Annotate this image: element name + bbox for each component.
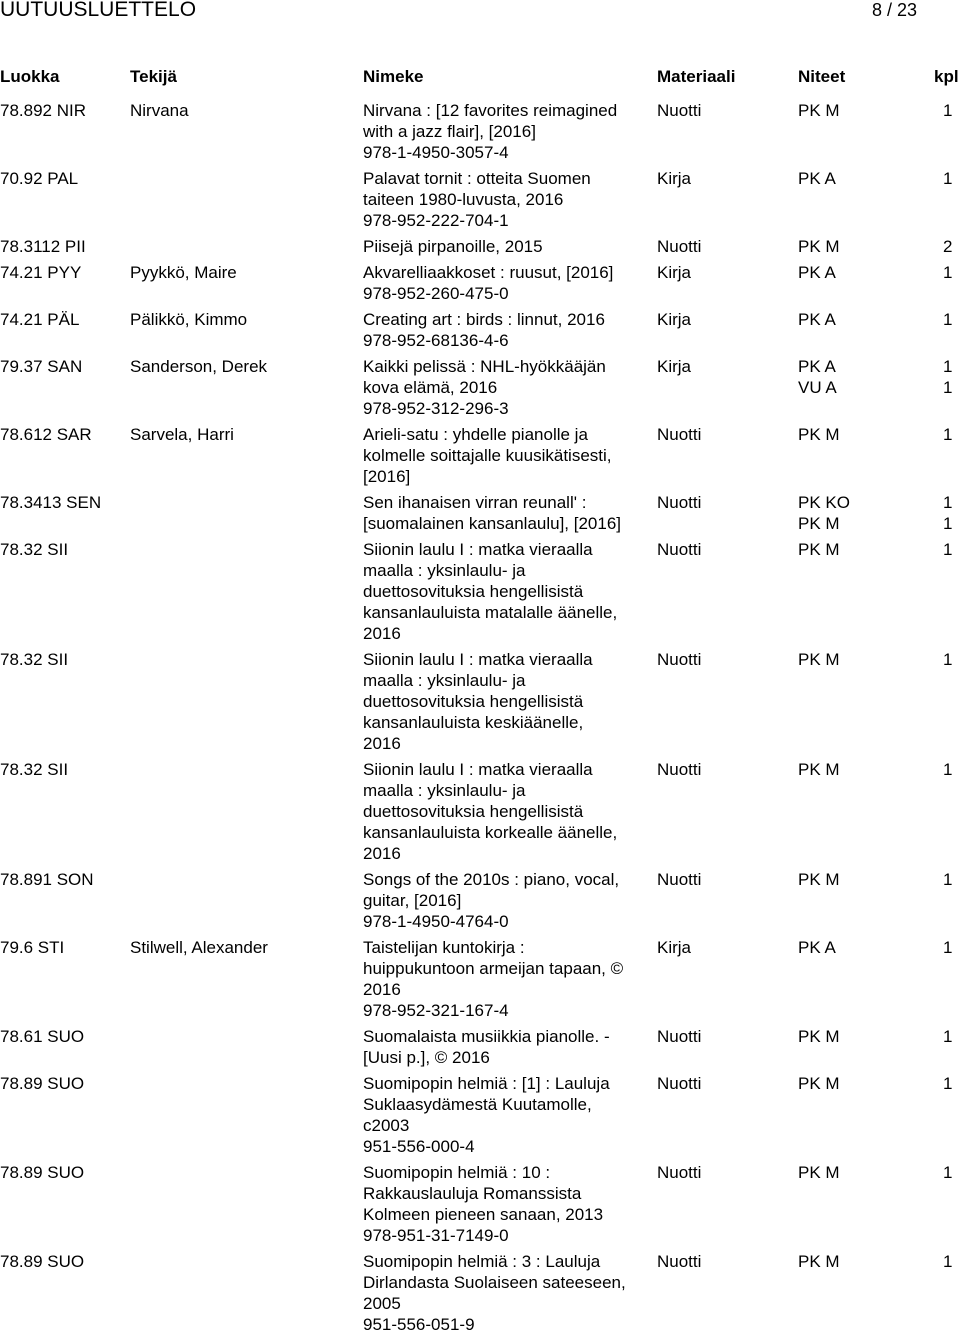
catalog-row [0, 236, 960, 262]
row-luokka: 78.89 SUO [0, 1074, 85, 1093]
row-nimeke-line: [Uusi p.], © 2016 [363, 1048, 490, 1067]
row-kpl [943, 356, 952, 398]
row-luokka: 74.21 PYY [0, 263, 82, 282]
row-nimeke-line: 2016 [363, 844, 401, 863]
row-niteet [798, 1251, 840, 1272]
row-nimeke [363, 236, 653, 257]
row-kpl-line: 1 [943, 1252, 953, 1271]
row-nimeke-line: Suomipopin helmiä : [1] : Lauluja [363, 1074, 610, 1093]
row-niteet-line: PK M [798, 1027, 840, 1046]
row-materiaali: Kirja [657, 357, 692, 376]
catalog-row [0, 1162, 960, 1251]
catalog-row [0, 539, 960, 649]
row-niteet-line: PK A [798, 357, 836, 376]
row-materiaali: Kirja [657, 169, 692, 188]
row-nimeke [363, 1073, 653, 1157]
row-luokka: 70.92 PAL [0, 169, 79, 188]
catalog-row [0, 424, 960, 492]
row-nimeke [363, 759, 653, 864]
row-niteet [798, 236, 840, 257]
row-kpl [943, 759, 952, 780]
row-luokka: 78.89 SUO [0, 1252, 85, 1271]
row-kpl [943, 492, 952, 534]
row-kpl [943, 539, 952, 560]
row-kpl-line: 1 [943, 650, 953, 669]
row-niteet [798, 424, 840, 445]
row-kpl-line: 1 [943, 101, 953, 120]
row-nimeke [363, 168, 653, 231]
row-niteet [798, 492, 850, 534]
row-nimeke-line: Siionin laulu I : matka vieraalla [363, 760, 593, 779]
row-nimeke-line: Dirlandasta Suolaiseen sateeseen, [363, 1273, 626, 1292]
row-tekija: Pälikkö, Kimmo [130, 310, 248, 329]
row-kpl-line: 1 [943, 310, 953, 329]
row-nimeke-line: with a jazz flair], [2016] [363, 122, 536, 141]
column-header-nimeke: Nimeke [363, 67, 424, 86]
row-nimeke [363, 309, 653, 351]
row-niteet [798, 759, 840, 780]
row-luokka: 78.32 SII [0, 540, 69, 559]
row-luokka: 78.891 SON [0, 870, 94, 889]
row-nimeke-line: kova elämä, 2016 [363, 378, 498, 397]
row-nimeke-line: Kaikki pelissä : NHL-hyökkääjän [363, 357, 606, 376]
row-kpl-line: 1 [943, 938, 953, 957]
row-niteet-line: PK M [798, 1163, 840, 1182]
row-nimeke-line: Nirvana : [12 favorites reimagined [363, 101, 618, 120]
row-materiaali: Nuotti [657, 493, 702, 512]
row-nimeke-line: kolmelle soittajalle kuusikätisesti, [363, 446, 612, 465]
row-niteet-line: PK KO [798, 493, 850, 512]
row-nimeke [363, 1251, 653, 1335]
row-luokka: 74.21 PÄL [0, 310, 80, 329]
row-materiaali: Nuotti [657, 760, 702, 779]
row-niteet [798, 1162, 840, 1183]
row-nimeke-line: 2005 [363, 1294, 401, 1313]
row-niteet-line: PK M [798, 101, 840, 120]
row-niteet-line: PK M [798, 1252, 840, 1271]
row-kpl-line: 1 [943, 514, 953, 533]
row-luokka: 78.892 NIR [0, 101, 86, 120]
row-materiaali: Nuotti [657, 1252, 702, 1271]
row-nimeke-line: 2016 [363, 734, 401, 753]
row-niteet-line: PK M [798, 760, 840, 779]
row-nimeke [363, 262, 653, 304]
row-luokka: 78.32 SII [0, 760, 69, 779]
row-niteet-line: PK A [798, 169, 836, 188]
catalog-row [0, 168, 960, 236]
row-niteet-line: PK A [798, 938, 836, 957]
row-nimeke-line: kansanlauluista keskiäänelle, [363, 713, 584, 732]
column-header-materiaali: Materiaali [657, 67, 736, 86]
row-kpl-line: 1 [943, 425, 953, 444]
row-niteet [798, 869, 840, 890]
row-kpl [943, 649, 952, 670]
row-nimeke [363, 100, 653, 163]
row-materiaali: Nuotti [657, 1074, 702, 1093]
row-materiaali: Nuotti [657, 1027, 702, 1046]
page-number: 8 / 23 [871, 0, 917, 20]
catalog-row [0, 1251, 960, 1340]
row-luokka: 79.37 SAN [0, 357, 83, 376]
row-niteet-line: PK M [798, 237, 840, 256]
row-nimeke-line: Kolmeen pieneen sanaan, 2013 [363, 1205, 604, 1224]
row-nimeke [363, 356, 653, 419]
row-nimeke-line: 951-556-051-9 [363, 1315, 475, 1334]
row-nimeke-line: 978-952-312-296-3 [363, 399, 509, 418]
row-kpl [943, 1073, 952, 1094]
row-niteet-line: PK M [798, 1074, 840, 1093]
row-materiaali: Kirja [657, 263, 692, 282]
row-kpl [943, 869, 952, 890]
row-nimeke-line: Palavat tornit : otteita Suomen [363, 169, 591, 188]
row-niteet [798, 262, 836, 283]
row-nimeke-line: 978-952-68136-4-6 [363, 331, 509, 350]
catalog-row [0, 759, 960, 869]
row-tekija: Sanderson, Derek [130, 357, 268, 376]
row-niteet [798, 356, 837, 398]
row-kpl [943, 937, 952, 958]
row-nimeke-line: [suomalainen kansanlaulu], [2016] [363, 514, 622, 533]
row-nimeke-line: Sen ihanaisen virran reunall' : [363, 493, 587, 512]
row-nimeke-line: maalla : yksinlaulu- ja [363, 561, 526, 580]
row-nimeke-line: duettosovituksia hengellisistä [363, 692, 584, 711]
row-materiaali: Nuotti [657, 870, 702, 889]
row-nimeke-line: Suklaasydämestä Kuutamolle, [363, 1095, 592, 1114]
catalog-row [0, 649, 960, 759]
row-nimeke-line: Akvarelliaakkoset : ruusut, [2016] [363, 263, 614, 282]
row-nimeke-line: duettosovituksia hengellisistä [363, 582, 584, 601]
column-headers [0, 66, 960, 88]
row-luokka: 78.61 SUO [0, 1027, 85, 1046]
row-kpl [943, 424, 952, 445]
row-niteet [798, 937, 836, 958]
row-nimeke [363, 937, 653, 1021]
row-nimeke-line: Songs of the 2010s : piano, vocal, [363, 870, 620, 889]
row-nimeke-line: 978-952-321-167-4 [363, 1001, 509, 1020]
row-kpl [943, 1162, 952, 1183]
row-kpl [943, 262, 952, 283]
row-tekija: Sarvela, Harri [130, 425, 234, 444]
row-kpl-line: 1 [943, 1163, 953, 1182]
row-nimeke-line: c2003 [363, 1116, 410, 1135]
row-kpl [943, 168, 952, 189]
row-nimeke-line: duettosovituksia hengellisistä [363, 802, 584, 821]
row-niteet-line: PK A [798, 263, 836, 282]
catalog-row [0, 309, 960, 356]
row-nimeke-line: maalla : yksinlaulu- ja [363, 781, 526, 800]
row-nimeke-line: 978-1-4950-4764-0 [363, 912, 509, 931]
row-kpl-line: 1 [943, 169, 953, 188]
catalog-row [0, 1073, 960, 1162]
row-materiaali: Nuotti [657, 540, 702, 559]
row-nimeke-line: 951-556-000-4 [363, 1137, 475, 1156]
row-materiaali: Nuotti [657, 650, 702, 669]
row-niteet-line: PK M [798, 514, 840, 533]
row-nimeke-line: Taistelijan kuntokirja : [363, 938, 525, 957]
row-niteet [798, 309, 836, 330]
row-luokka: 78.32 SII [0, 650, 69, 669]
row-tekija: Nirvana [130, 101, 189, 120]
row-luokka: 78.612 SAR [0, 425, 92, 444]
row-niteet-line: PK M [798, 650, 840, 669]
catalog-row [0, 262, 960, 309]
row-kpl-line: 1 [943, 357, 953, 376]
row-luokka: 78.89 SUO [0, 1163, 85, 1182]
row-nimeke-line: Siionin laulu I : matka vieraalla [363, 540, 593, 559]
catalog-row [0, 869, 960, 937]
row-kpl [943, 1251, 952, 1272]
row-nimeke-line: kansanlauluista korkealle äänelle, [363, 823, 618, 842]
row-luokka: 78.3413 SEN [0, 493, 102, 512]
row-nimeke-line: guitar, [2016] [363, 891, 462, 910]
row-nimeke [363, 869, 653, 932]
row-kpl-line: 1 [943, 870, 953, 889]
row-nimeke-line: 978-1-4950-3057-4 [363, 143, 509, 162]
row-luokka: 78.3112 PII [0, 237, 86, 256]
row-niteet [798, 168, 836, 189]
catalog-list [0, 100, 960, 1340]
row-kpl-line: 2 [943, 237, 953, 256]
row-kpl-line: 1 [943, 263, 953, 282]
column-header-luokka: Luokka [0, 67, 60, 86]
row-kpl [943, 1026, 952, 1047]
row-niteet-line: PK M [798, 540, 840, 559]
row-nimeke-line: 2016 [363, 624, 401, 643]
row-nimeke-line: Suomalaista musiikkia pianolle. - [363, 1027, 610, 1046]
row-niteet-line: PK A [798, 310, 836, 329]
row-kpl-line: 1 [943, 1027, 953, 1046]
row-nimeke-line: taiteen 1980-luvusta, 2016 [363, 190, 564, 209]
row-kpl-line: 1 [943, 378, 953, 397]
row-niteet-line: PK M [798, 870, 840, 889]
row-nimeke-line: 2016 [363, 980, 401, 999]
row-nimeke-line: 978-952-260-475-0 [363, 284, 509, 303]
row-kpl [943, 236, 952, 257]
row-niteet [798, 1073, 840, 1094]
row-niteet [798, 539, 840, 560]
column-header-tekija: Tekijä [130, 67, 177, 86]
row-niteet [798, 100, 840, 121]
catalog-row [0, 1026, 960, 1073]
row-kpl [943, 309, 952, 330]
row-nimeke-line: Arieli-satu : yhdelle pianolle ja [363, 425, 588, 444]
row-nimeke-line: 978-951-31-7149-0 [363, 1226, 509, 1245]
row-nimeke [363, 1026, 653, 1068]
row-niteet-line: VU A [798, 378, 837, 397]
row-kpl-line: 1 [943, 1074, 953, 1093]
catalog-row [0, 100, 960, 168]
row-kpl-line: 1 [943, 760, 953, 779]
row-nimeke-line: huippukuntoon armeijan tapaan, © [363, 959, 624, 978]
row-nimeke-line: maalla : yksinlaulu- ja [363, 671, 526, 690]
row-nimeke-line: Suomipopin helmiä : 3 : Lauluja [363, 1252, 601, 1271]
column-header-kpl: kpl [934, 67, 959, 86]
row-materiaali: Kirja [657, 938, 692, 957]
row-nimeke-line: [2016] [363, 467, 411, 486]
row-nimeke [363, 492, 653, 534]
row-nimeke [363, 424, 653, 487]
row-luokka: 79.6 STI [0, 938, 65, 957]
row-niteet [798, 1026, 840, 1047]
row-nimeke-line: Siionin laulu I : matka vieraalla [363, 650, 593, 669]
row-nimeke-line: Piisejä pirpanoille, 2015 [363, 237, 543, 256]
row-nimeke-line: kansanlauluista matalalle äänelle, [363, 603, 618, 622]
row-kpl-line: 1 [943, 540, 953, 559]
row-materiaali: Nuotti [657, 425, 702, 444]
catalog-row [0, 937, 960, 1026]
row-nimeke [363, 649, 653, 754]
row-tekija: Stilwell, Alexander [130, 938, 268, 957]
row-materiaali: Kirja [657, 310, 692, 329]
catalog-row [0, 356, 960, 424]
column-header-niteet: Niteet [798, 67, 846, 86]
row-kpl [943, 100, 952, 121]
row-nimeke-line: Creating art : birds : linnut, 2016 [363, 310, 605, 329]
catalog-title: UUTUUSLUETTELO [0, 0, 197, 21]
row-niteet [798, 649, 840, 670]
row-kpl-line: 1 [943, 493, 953, 512]
row-materiaali: Nuotti [657, 1163, 702, 1182]
row-materiaali: Nuotti [657, 237, 702, 256]
row-nimeke [363, 539, 653, 644]
catalog-row [0, 492, 960, 539]
row-niteet-line: PK M [798, 425, 840, 444]
row-materiaali: Nuotti [657, 101, 702, 120]
row-nimeke [363, 1162, 653, 1246]
row-nimeke-line: 978-952-222-704-1 [363, 211, 509, 230]
row-nimeke-line: Rakkauslauluja Romanssista [363, 1184, 582, 1203]
row-tekija: Pyykkö, Maire [130, 263, 237, 282]
row-nimeke-line: Suomipopin helmiä : 10 : [363, 1163, 551, 1182]
